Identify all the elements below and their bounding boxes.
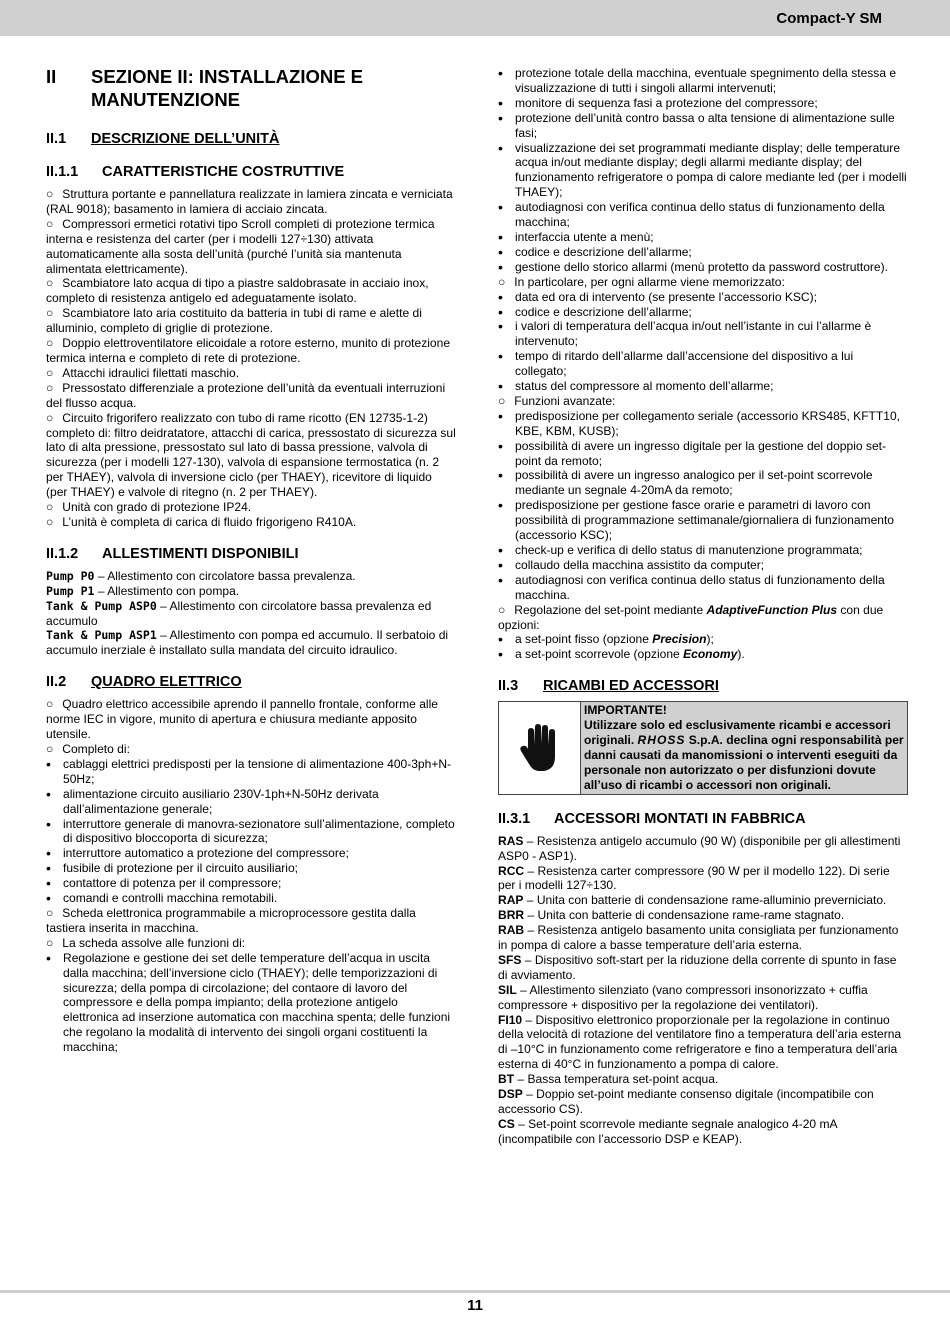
list-item: • possibilità di avere un ingresso analogico per il set-point scorrevole mediante un segnale 4-20mA da remoto; (498, 468, 908, 498)
heading-number: II.1.1 (46, 164, 79, 180)
list-item: ○ Quadro elettrico accessibile aprendo il pannello frontale, conforme alle norme IEC in vigore, munito di apertura e chiusura mediante apposito utensile. (46, 697, 456, 742)
list-item: • interfaccia utente a menù; (498, 230, 908, 245)
header-bar (0, 0, 950, 36)
page-number: 11 (467, 1297, 483, 1314)
list-item: • fusibile di protezione per il circuito ausiliario; (46, 861, 456, 876)
important-heading: IMPORTANTE! (584, 703, 667, 718)
heading-title: ACCESSORI MONTATI IN FABBRICA (554, 810, 806, 827)
heading-title: CARATTERISTICHE COSTRUTTIVE (102, 164, 345, 180)
list-item: • predisposizione per collegamento seriale (accessorio KRS485, KFTT10, KBE, KBM, KUSB); (498, 409, 908, 439)
heading-number: II.1.2 (46, 545, 79, 562)
list-item: • gestione dello storico allarmi (menù protetto da password costruttore). (498, 260, 908, 275)
list-item: • comandi e controlli macchina remotabili. (46, 891, 456, 906)
list-item: • tempo di ritardo dell’allarme dall’accensione del dispositivo a lui collegato; (498, 349, 908, 379)
footer-rule (0, 1290, 950, 1293)
electrical-list (46, 697, 456, 1055)
list-item: • Regolazione e gestione dei set delle temperature dell’acqua in uscita dalla macchina; dell’inversione ciclo (THAEY); delle temporizzazioni di sicurezza; della pompa di circolazione; del contaore di lavoro del compressore e della pompa impianto; della protezione antigelo elettronica ad inserzione automatica con macchina spenta; delle funzioni che regolano la modalità di intervento dei singoli organi costituenti la macchina; (46, 951, 456, 1055)
list-item: Tank & Pump ASP0 – Allestimento con circolatore bassa prevalenza ed accumulo (46, 598, 432, 628)
heading-number: II.1 (46, 131, 67, 147)
heading-number: II.2 (46, 674, 67, 691)
accessory-item: RCC – Resistenza carter compressore (90 W per il modello 122). Di serie per i modelli 127÷130. (498, 863, 890, 893)
list-item: • visualizzazione dei set programmati mediante display; delle temperature acqua in/out mediante display; degli allarmi mediante display; del funzionamento refrigeratore o pompa di calore mediante led (per i modelli THAEY); (498, 141, 908, 201)
list-item: • monitore di sequenza fasi a protezione del compressore; (498, 96, 908, 111)
list-item: • status del compressore al momento dell’allarme; (498, 379, 908, 394)
left-column (46, 66, 456, 1055)
list-item: ○ Pressostato differenziale a protezione dell’unità da eventuali interruzioni del flusso acqua. (46, 381, 456, 411)
list-item: ○ L’unità è completa di carica di fluido frigorigeno R410A. (46, 515, 456, 530)
list-item: • interruttore automatico a protezione del compressore; (46, 846, 456, 861)
section-title: SEZIONE II: INSTALLAZIONE E MANUTENZIONE (91, 66, 364, 110)
brand-logo: RHOSS (637, 733, 686, 748)
list-item: • interruttore generale di manovra-sezionatore sull’alimentazione, completo di dispositivo bloccoporta di sicurezza; (46, 817, 456, 847)
important-notice (498, 701, 908, 794)
list-item: ○ Struttura portante e pannellatura realizzate in lamiera zincata e verniciata (RAL 9018); basamento in lamiera di acciaio zincata. (46, 187, 456, 217)
list-item: Tank & Pump ASP1 – Allestimento con pompa ed accumulo. Il serbatoio di accumulo inerziale è installato sulla mandata del circuito idraulico. (46, 628, 449, 658)
list-item: • i valori di temperatura dell’acqua in/out nell’istante in cui l’allarme è intervenuto; (498, 319, 908, 349)
heading-II-1-2 (46, 545, 456, 563)
heading-II-2 (46, 673, 456, 691)
accessory-item: BRR – Unita con batterie di condensazione rame-rame stagnato. (498, 908, 845, 923)
accessory-item: CS – Set-point scorrevole mediante segnale analogico 4-20 mA (incompatibile con l’accessorio DSP e KEAP). (498, 1116, 837, 1146)
list-item: • collaudo della macchina assistito da computer; (498, 558, 908, 573)
heading-title: QUADRO ELETTRICO (91, 674, 242, 691)
section-number: II (46, 66, 57, 87)
list-item: • contattore di potenza per il compressore; (46, 876, 456, 891)
accessories-list (498, 834, 908, 1147)
accessory-item: RAB – Resistenza antigelo basamento unita consigliata per funzionamento in pompa di calore a basse temperature dell’aria esterna. (498, 923, 899, 953)
list-item: • protezione dell’unità contro bassa o alta tensione di alimentazione sulle fasi; (498, 111, 908, 141)
functions-list (498, 66, 908, 603)
list-item: ○ Scambiatore lato acqua di tipo a piastre saldobrasate in acciaio inox, completo di resistenza antigelo ed adeguatamente isolato. (46, 276, 456, 306)
list-item: • check-up e verifica di dello status di manutenzione programmata; (498, 543, 908, 558)
heading-II-3-1 (498, 810, 908, 828)
list-item: • a set-point fisso (opzione Precision); (498, 632, 908, 647)
list-item: • alimentazione circuito ausiliario 230V-1ph+N-50Hz derivata dall’alimentazione generale; (46, 787, 456, 817)
list-item: Pump P1 – Allestimento con pompa. (46, 583, 240, 598)
list-item: • data ed ora di intervento (se presente l’accessorio KSC); (498, 290, 908, 305)
header-title: Compact-Y SM (776, 10, 882, 27)
list-item: ○ Funzioni avanzate: (498, 394, 908, 409)
heading-II-1-1 (46, 163, 456, 181)
list-item: ○ La scheda assolve alle funzioni di: (46, 936, 456, 951)
list-item: • codice e descrizione dell’allarme; (498, 305, 908, 320)
accessory-item: BT – Bassa temperatura set-point acqua. (498, 1072, 719, 1087)
list-item: • a set-point scorrevole (opzione Economy). (498, 647, 908, 662)
heading-title: ALLESTIMENTI DISPONIBILI (102, 545, 299, 562)
list-item: • predisposizione per gestione fasce orarie e parametri di lavoro con possibilità di programmazione settimanale/giornaliera di funzionamento (accessorio KSC); (498, 498, 908, 543)
list-item: ○ In particolare, per ogni allarme viene memorizzato: (498, 275, 908, 290)
heading-II-3 (498, 677, 908, 695)
accessory-item: DSP – Doppio set-point mediante consenso digitale (incompatibile con accessorio CS). (498, 1087, 874, 1116)
accessory-item: FI10 – Dispositivo elettronico proporzionale per la regolazione in continuo della velocità di rotazione del ventilatore fino a temperatura dell’aria esterna di –10°C in funzionamento come refrigeratore e fino a temperatura dell’aria esterna di 40°C in funzionamento a pompa di calore. (498, 1012, 902, 1072)
list-item: • codice e descrizione dell’allarme; (498, 245, 908, 260)
accessory-item: RAP – Unita con batterie di condensazione rame-alluminio preverniciato. (498, 893, 887, 908)
list-item: ○ Regolazione del set-point mediante AdaptiveFunction Plus con due opzioni: (498, 603, 908, 633)
section-heading (46, 66, 456, 111)
heading-number: II.3 (498, 678, 519, 695)
list-item: • autodiagnosi con verifica continua dello status di funzionamento della macchina; (498, 200, 908, 230)
heading-number: II.3.1 (498, 810, 531, 827)
heading-II-1 (46, 130, 456, 148)
list-item: • possibilità di avere un ingresso digitale per la gestione del doppio set-point da remoto; (498, 439, 908, 469)
list-item: ○ Compressori ermetici rotativi tipo Scroll completi di protezione termica interna e resistenza del carter (per i modelli 127÷130) attivata automaticamente alla sosta dell’unità (purché l’unità sia mantenuta alimentata elettricamente). (46, 217, 456, 277)
list-item: ○ Scheda elettronica programmabile a microprocessore gestita dalla tastiera inserita in macchina. (46, 906, 456, 936)
list-item: ○ Completo di: (46, 742, 456, 757)
list-item: ○ Unità con grado di protezione IP24. (46, 500, 456, 515)
list-item: Pump P0 – Allestimento con circolatore bassa prevalenza. (46, 568, 356, 583)
list-item: ○ Circuito frigorifero realizzato con tubo di rame ricotto (EN 12735-1-2) completo di: filtro deidratatore, attacchi di carica, pressostato di sicurezza sul lato di alta pressione, pressostato sul lato di bassa pressione, valvola di sicurezza (per i modelli 127-130), valvola di espansione termostatica (n. 2 per THAEY), valvola di inversione ciclo (per THAEY), ricevitore di liquido (per THAEY) e valvole di ritegno (n. 2 per THAEY). (46, 411, 456, 500)
list-item: ○ Doppio elettroventilatore elicoidale a rotore esterno, munito di protezione termica interna e completo di rete di protezione. (46, 336, 456, 366)
list-item: • autodiagnosi con verifica continua dello status di funzionamento della macchina. (498, 573, 908, 603)
list-item: • cablaggi elettrici predisposti per la tensione di alimentazione 400-3ph+N-50Hz; (46, 757, 456, 787)
accessory-item: SIL – Allestimento silenziato (vano compressori insonorizzato + cuffia compressore + dispositivo per la regolazione dei ventilatori). (498, 982, 868, 1012)
heading-title: RICAMBI ED ACCESSORI (543, 678, 719, 695)
accessory-item: SFS – Dispositivo soft-start per la riduzione della corrente di spunto in fase di avviamento. (498, 952, 897, 982)
heading-title: DESCRIZIONE DELL’UNITÀ (91, 131, 280, 147)
glove-hand-icon (499, 702, 581, 793)
list-item: ○ Scambiatore lato aria costituito da batteria in tubi di rame e alette di alluminio, completo di griglie di protezione. (46, 306, 456, 336)
right-column (498, 66, 908, 1147)
list-item: • protezione totale della macchina, eventuale spegnimento della stessa e visualizzazione di tutti i singoli allarmi intervenuti; (498, 66, 908, 96)
important-text: IMPORTANTE! Utilizzare solo ed esclusivamente ricambi e accessori originali. RHOSS S.p.A. declina ogni responsabilità per danni causati da manomissioni o interventi eseguiti da personale non autorizzato o per disfunzioni dovute all’uso di ricambi o accessori non originali. (581, 702, 907, 793)
accessory-item: RAS – Resistenza antigelo accumulo (90 W) (disponibile per gli allestimenti ASP0 - ASP1). (498, 833, 901, 863)
list-item: ○ Attacchi idraulici filettati maschio. (46, 366, 456, 381)
